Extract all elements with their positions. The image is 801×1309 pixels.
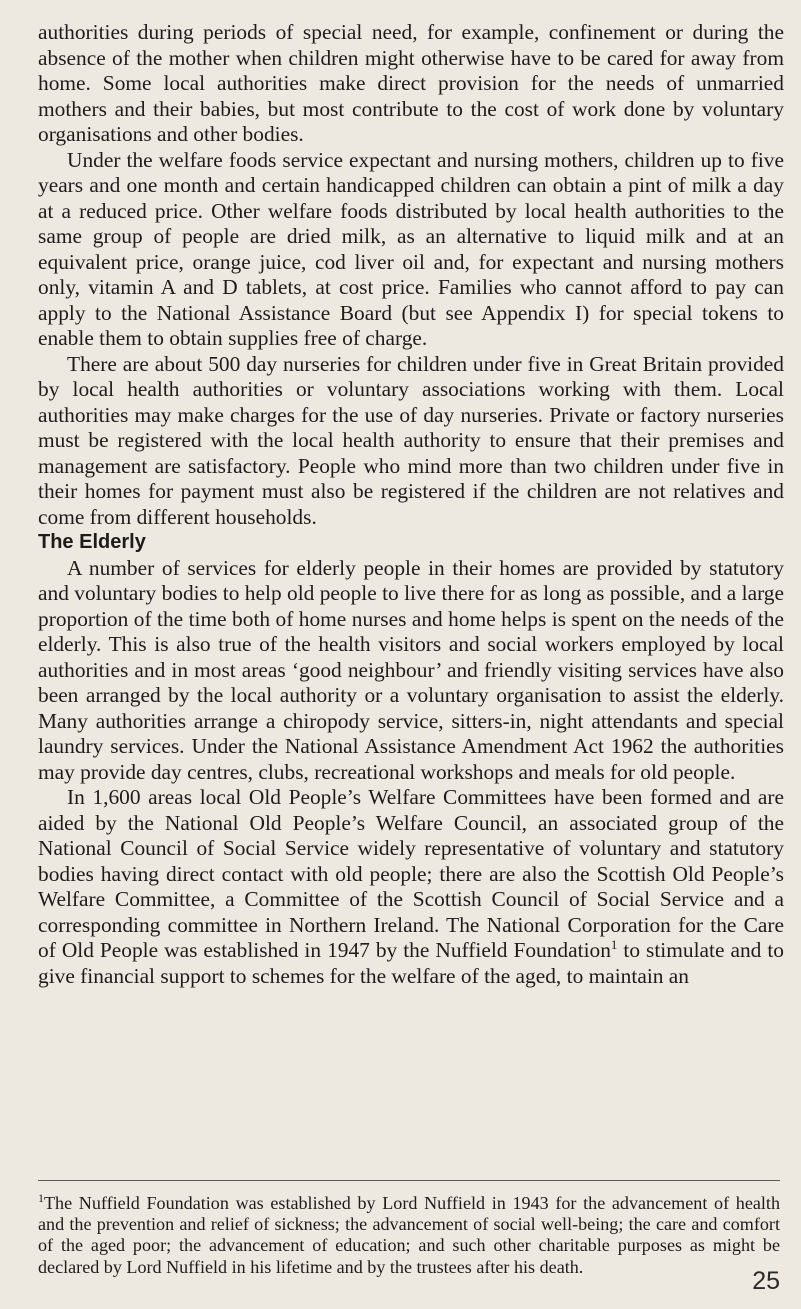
- footnote-divider: [38, 1180, 780, 1181]
- paragraph-day-nurseries: There are about 500 day nurseries for children under five in Great Britain provided by local health authorities or voluntary associations working with them. Local authorities may make charges for the use of day nurseries. Private or factory nurseries must be registered with the local health authority to ensure that their premises and management are satisfactory. People who mind more than two children under five in their homes for payment must also be registered if the children are not relatives and come from different households.: [38, 351, 784, 529]
- paragraph-welfare-committees: [38, 785, 784, 989]
- footnote-mark: 1: [38, 1190, 44, 1205]
- footnote-text: The Nuffield Foundation was established by Lord Nuffield in 1943 for the advancement of health and the prevention and relief of sickness; the advancement of social well-being; the care and comfort of the aged poor; the advancement of education; and such other charitable purposes as might be declared by Lord Nuffield in his lifetime and by the trustees after his death.: [38, 1193, 780, 1277]
- paragraph-elderly-services: A number of services for elderly people in their homes are provided by statutory and voluntary bodies to help old people to live there for as long as possible, and a large proportion of the time both of home nurses and home helps is spent on the needs of the elderly. This is also true of the health visitors and social workers employed by local authorities and in most areas ‘good neighbour’ and friendly visiting services have also been arranged by the local authority or a voluntary organisation to assist the elderly. Many authorities arrange a chiropody service, sitters-in, night attendants and special laundry services. Under the National Assistance Amendment Act 1962 the authorities may provide day centres, clubs, recreational workshops and meals for old people.: [38, 555, 784, 784]
- body-text: [38, 20, 784, 989]
- paragraph-welfare-continuation: authorities during periods of special need, for example, confinement or during the absence of the mother when children might otherwise have to be cared for away from home. Some local authorities make direct provision for the needs of unmarried mothers and their babies, but most contribute to the cost of work done by voluntary organisations and other bodies.: [38, 20, 784, 146]
- paragraph-welfare-committees-text: In 1,600 areas local Old People’s Welfare Committees have been formed and are aided by the National Old People’s Welfare Council, an associated group of the National Council of Social Service widely representative of voluntary and statutory bodies having direct contact with old people; there are also the Scottish Old People’s Welfare Committee, a Committee of the Scottish Council of Social Service and a corresponding committee in Northern Ireland. The National Corporation for the Care of Old People was established in 1947 by the Nuffield Foundation: [38, 785, 784, 962]
- paragraph-welfare-committees-text-end: to stimulate and to give financial support to schemes for the welfare of the aged, to maintain an: [38, 938, 784, 988]
- document-page: [38, 20, 784, 1295]
- section-heading-elderly: The Elderly: [38, 531, 146, 553]
- footnote-reference: 1: [610, 936, 618, 952]
- page-number: 25: [752, 1267, 780, 1295]
- paragraph-welfare-foods: Under the welfare foods service expectant and nursing mothers, children up to five years and one month and certain handicapped children can obtain a pint of milk a day at a reduced price. Other welfare foods distributed by local health authorities to the same group of people are dried milk, as an alternative to liquid milk and at an equivalent price, orange juice, cod liver oil and, for expectant and nursing mothers only, vitamin A and D tablets, at cost price. Families who cannot afford to pay can apply to the National Assistance Board (but see Appendix I) for special tokens to enable them to obtain supplies free of charge.: [38, 147, 784, 350]
- footnote: [38, 1190, 780, 1278]
